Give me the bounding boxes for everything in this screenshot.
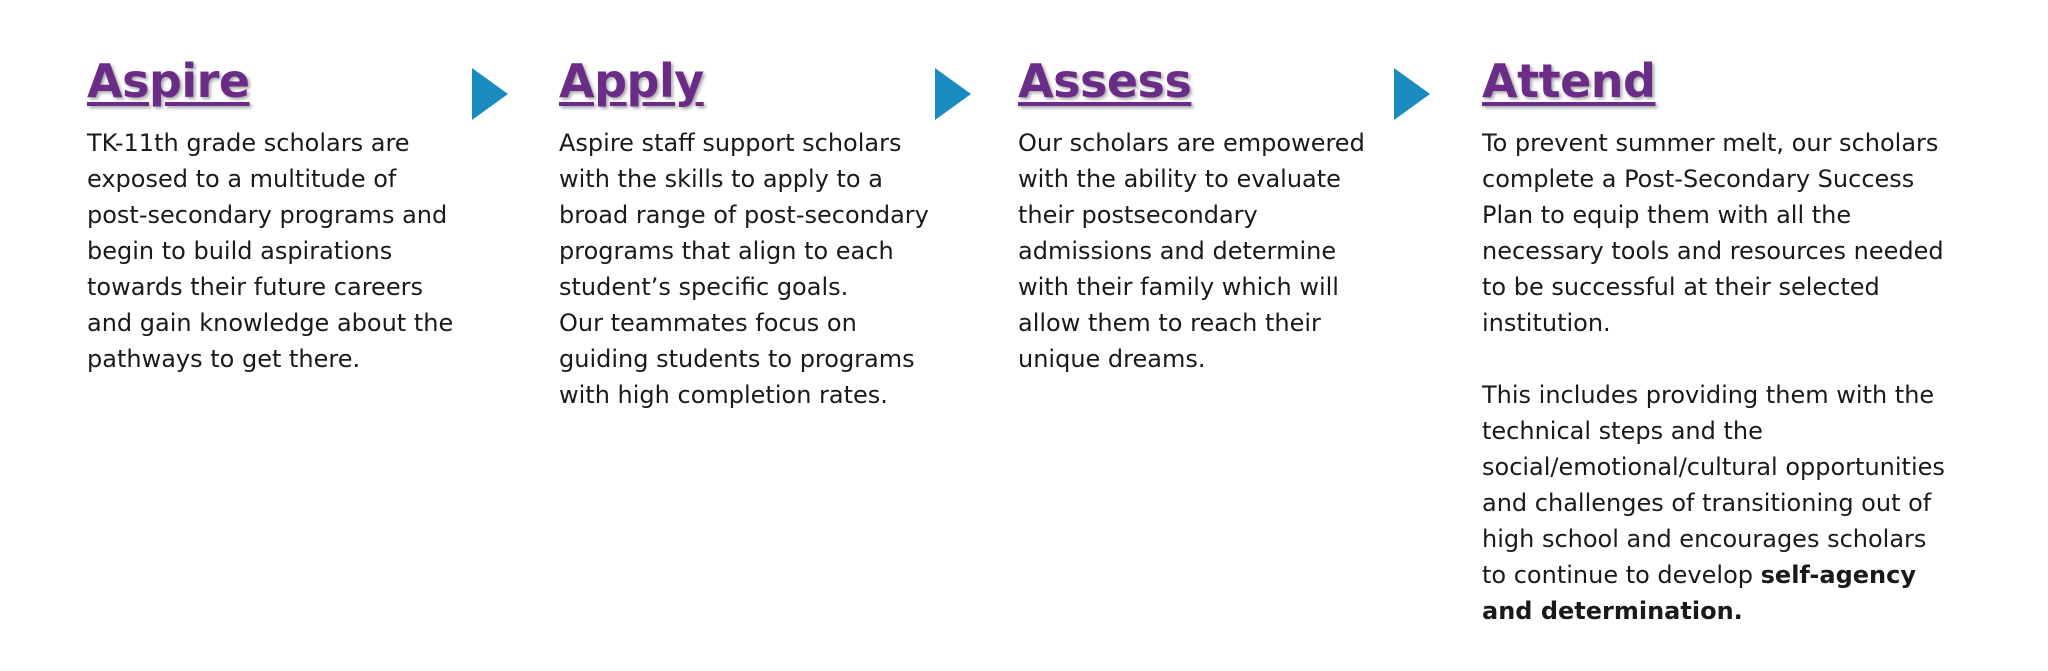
emphasis-text: self-agency <box>1760 560 1917 589</box>
body-text: to continue to develop <box>1482 560 1761 589</box>
body-line <box>1482 593 2002 629</box>
step-title-aspire: Aspire <box>87 54 250 108</box>
step-title-attend: Attend <box>1482 54 1656 108</box>
body-line: Plan to equip them with all the <box>1482 200 1852 229</box>
emphasis-text: and determination. <box>1482 596 1743 625</box>
body-line: necessary tools and resources needed <box>1482 236 1944 265</box>
step-apply <box>559 56 959 413</box>
step-assess <box>1018 56 1378 377</box>
paragraph-gap <box>1482 341 2002 377</box>
body-line: exposed to a multitude of <box>87 164 397 193</box>
body-line: social/emotional/cultural opportunities <box>1482 452 1945 481</box>
body-line: Our teammates focus on <box>559 308 857 337</box>
body-line: TK-11th grade scholars are <box>87 128 410 157</box>
body-line <box>1482 557 2002 593</box>
step-aspire <box>87 56 467 377</box>
arrow-right-icon <box>1394 68 1430 120</box>
body-line: high school and encourages scholars <box>1482 524 1927 553</box>
body-line: towards their future careers <box>87 272 423 301</box>
body-line: with the ability to evaluate <box>1018 164 1341 193</box>
body-line: To prevent summer melt, our scholars <box>1482 128 1939 157</box>
arrow-right-icon <box>472 68 508 120</box>
step-body-aspire <box>87 125 467 377</box>
body-line: guiding students to programs <box>559 344 915 373</box>
body-line: Aspire staff support scholars <box>559 128 902 157</box>
step-body-assess <box>1018 125 1378 377</box>
body-line: broad range of post-secondary <box>559 200 929 229</box>
body-line: technical steps and the <box>1482 416 1763 445</box>
body-line: student’s specific goals. <box>559 272 849 301</box>
body-line: their postsecondary <box>1018 200 1258 229</box>
body-line: pathways to get there. <box>87 344 361 373</box>
step-title-assess: Assess <box>1018 54 1192 108</box>
body-line: begin to build aspirations <box>87 236 393 265</box>
body-line: with high completion rates. <box>559 380 888 409</box>
body-line: allow them to reach their <box>1018 308 1321 337</box>
body-line: institution. <box>1482 308 1611 337</box>
body-line: Our scholars are empowered <box>1018 128 1365 157</box>
body-line: admissions and determine <box>1018 236 1337 265</box>
body-line: post-secondary programs and <box>87 200 448 229</box>
body-line: to be successful at their selected <box>1482 272 1880 301</box>
step-title-apply: Apply <box>559 54 704 108</box>
body-line: and gain knowledge about the <box>87 308 454 337</box>
body-line: and challenges of transitioning out of <box>1482 488 1932 517</box>
body-line: programs that align to each <box>559 236 894 265</box>
step-attend <box>1482 56 2002 629</box>
body-line: with their family which will <box>1018 272 1339 301</box>
body-line: complete a Post-Secondary Success <box>1482 164 1915 193</box>
step-body-attend <box>1482 125 2002 629</box>
body-line: unique dreams. <box>1018 344 1206 373</box>
body-line: with the skills to apply to a <box>559 164 883 193</box>
arrow-right-icon <box>935 68 971 120</box>
body-line: This includes providing them with the <box>1482 380 1935 409</box>
step-body-apply <box>559 125 959 413</box>
